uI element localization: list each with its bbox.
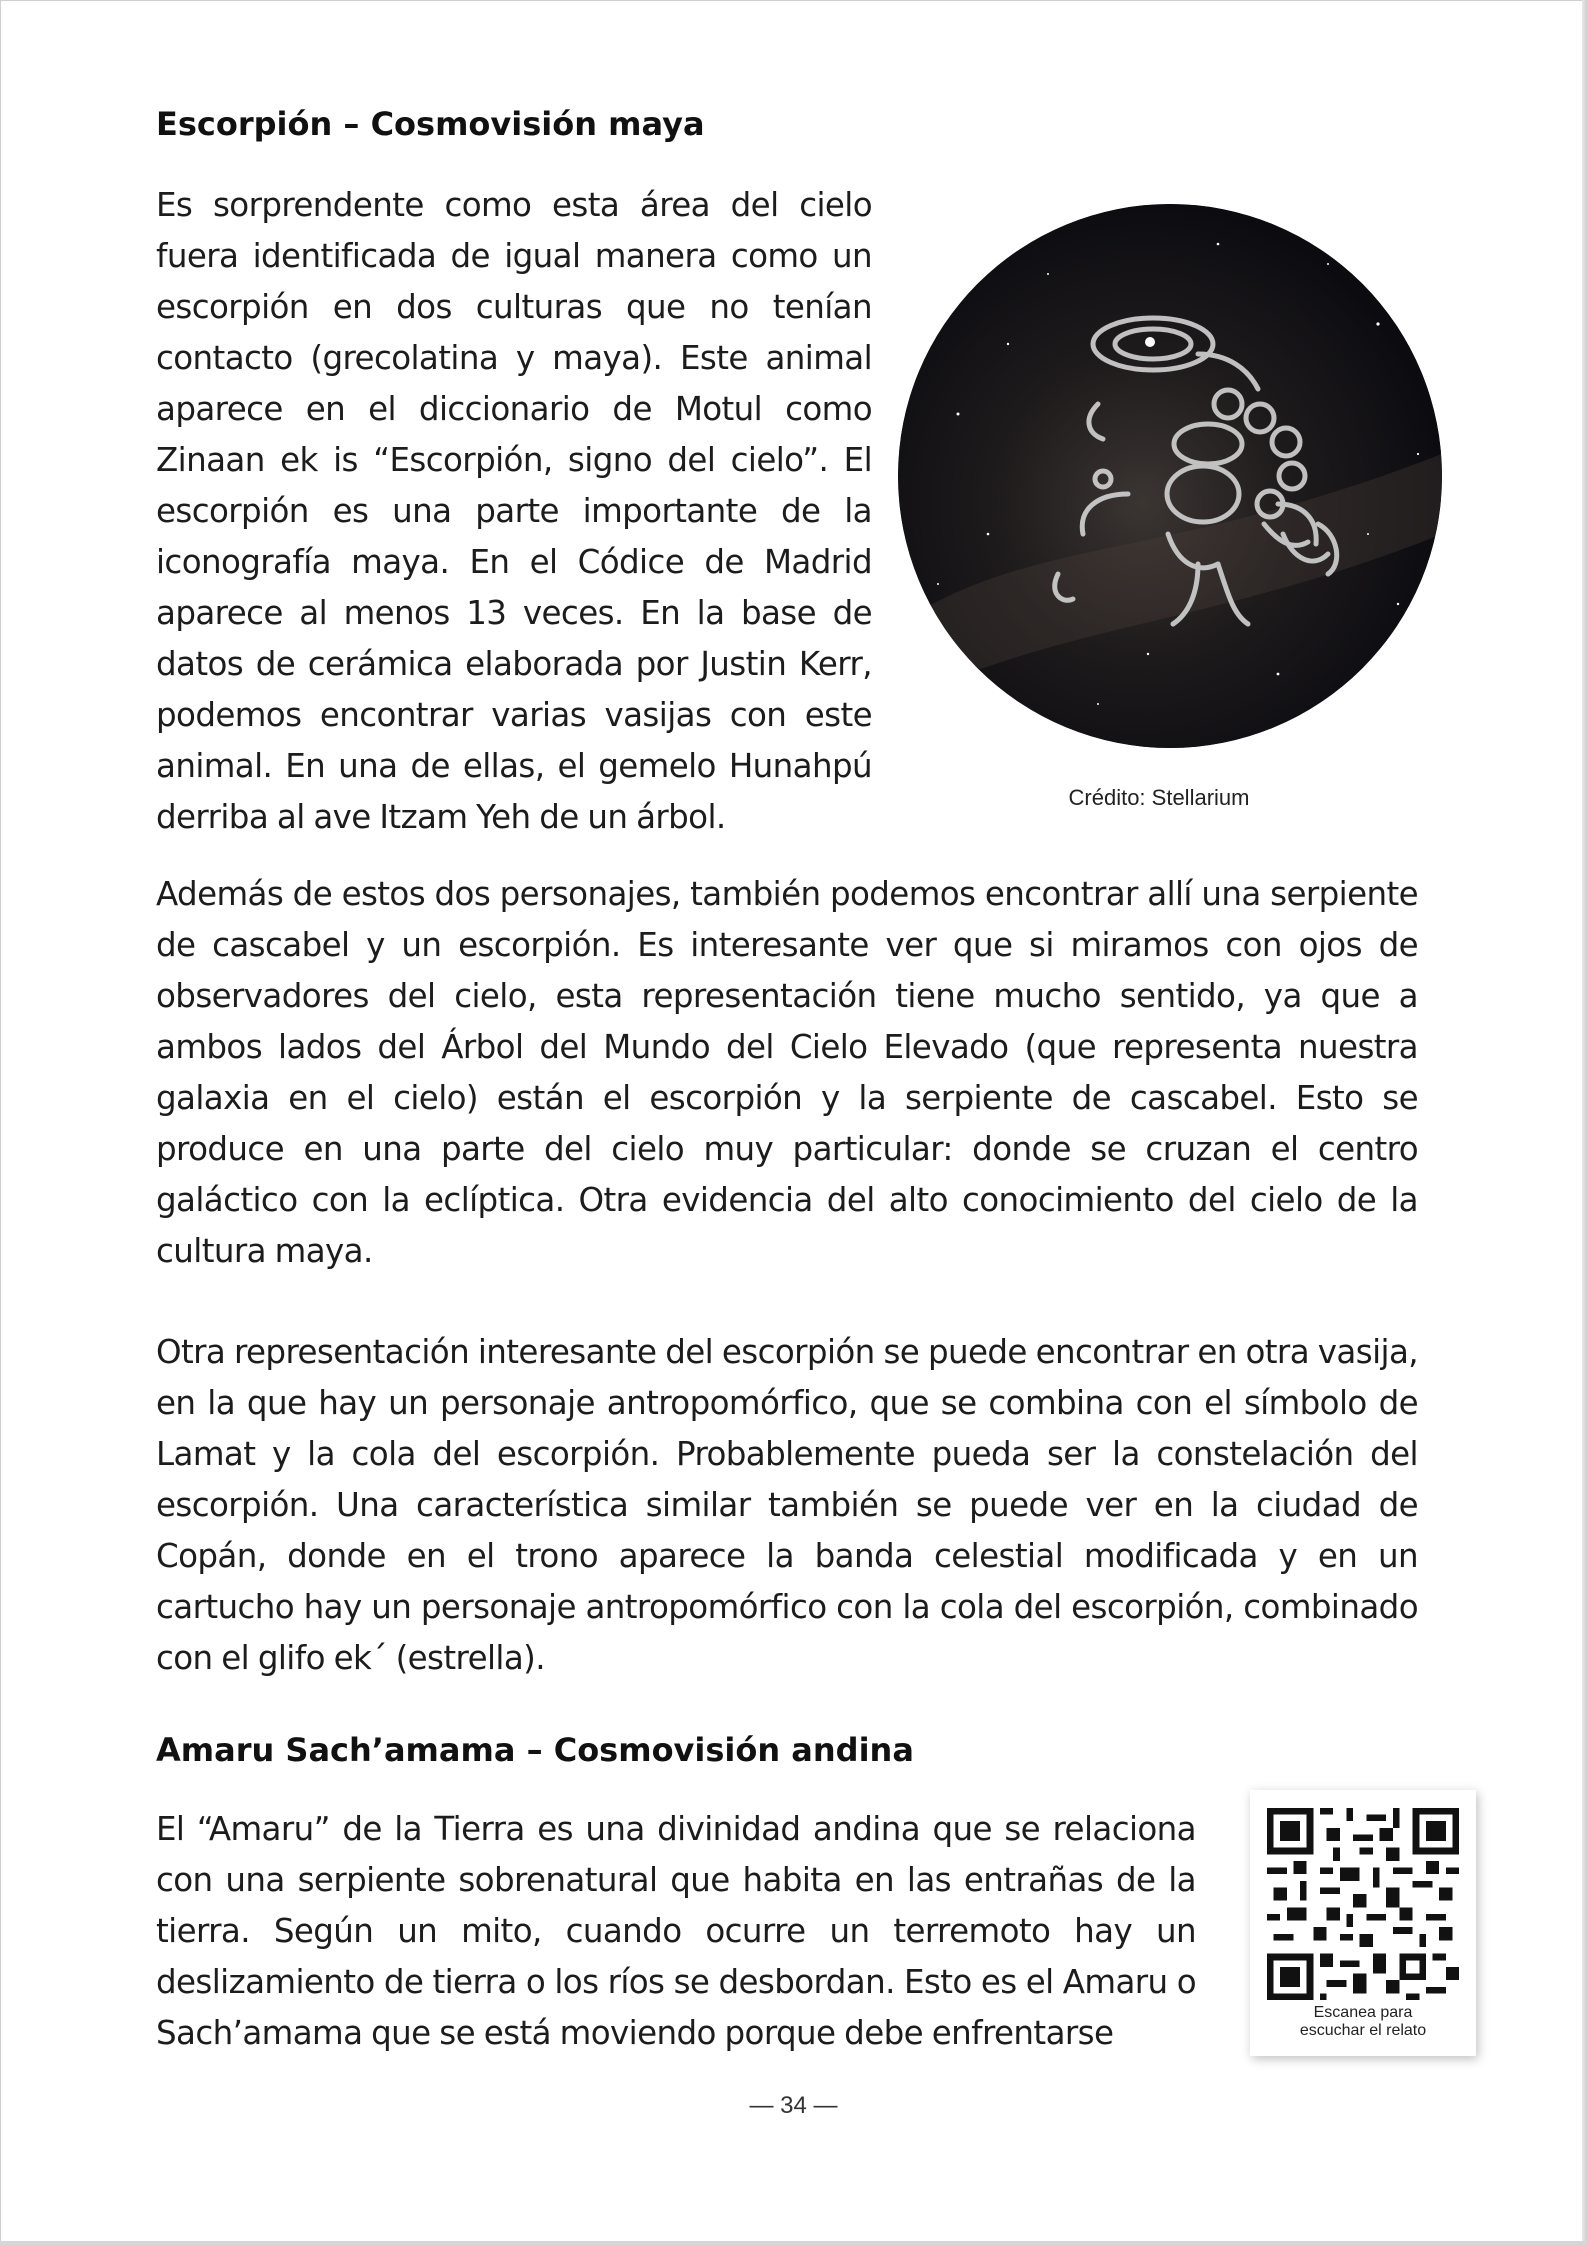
figure-caption: Crédito: Stellarium: [1068, 785, 1250, 810]
section-title-escorpion: Escorpión – Cosmovisión maya: [156, 105, 705, 143]
scorpion-constellation-figure: [894, 204, 1474, 812]
qr-code-icon[interactable]: [1267, 1808, 1459, 2000]
section-escorpion-paragraph-2: Además de estos dos personajes, también podemos encontrar allí una serpiente de cascabel y un escorpión. Es interesante ver que si miramos con ojos de observadores del cielo, esta representación tiene mucho sentido, ya que a ambos lados del Árbol del Mundo del Cielo Elevado (que representa nuestra galaxia en el cielo) están el escorpión y la serpiente de cascabel. Esto se produce en una parte del cielo muy particular: donde se cruzan el centro galáctico con la eclíptica. Otra evidencia del alto conocimiento del cielo de la cultura maya.: [156, 875, 1418, 1270]
page-edge-shadow: [1582, 0, 1587, 2245]
section-title-amaru: Amaru Sach’amama – Cosmovisión andina: [156, 1731, 914, 1769]
section-escorpion-body: [156, 180, 1418, 843]
qr-caption: [1250, 2004, 1476, 2040]
page-bottom-edge: [0, 2241, 1587, 2245]
qr-caption-line-2: escuchar el relato: [1299, 2022, 1427, 2039]
section-escorpion-intro: Es sorprendente como esta área del cielo fuera identificada de igual manera como un escorpión en dos culturas que no tenían contacto (grecolatina y maya). Este animal aparece en el diccionario de Motul como Zinaan ek is “Escorpión, signo del cielo”. El escorpión es una parte importante de la iconografía maya. En el Códice de Madrid aparece al menos 13 veces. En la base de datos de cerámica elaborada por Justin Kerr, podemos encontrar varias vasijas con este animal. En una de ellas, el gemelo Hunahpú derriba al ave Itzam Yeh de un árbol.: [156, 186, 872, 836]
qr-code-card[interactable]: [1250, 1790, 1476, 2056]
scorpion-constellation-image: [898, 204, 1442, 748]
section-amaru-paragraph: El “Amaru” de la Tierra es una divinidad andina que se relaciona con una serpiente sobrenatural que habita en las entrañas de la tierra. Según un mito, cuando ocurre un terremoto hay un deslizamiento de tierra o los ríos se desbordan. Esto es el Amaru o Sach’amama que se está moviendo porque debe enfrentarse: [156, 1810, 1196, 2052]
page-number: — 34 —: [749, 2092, 838, 2119]
page-content: [156, 96, 1427, 2059]
section-amaru-body: [156, 1804, 1427, 2059]
section-escorpion-paragraph-3: Otra representación interesante del escorpión se puede encontrar en otra vasija, en la que hay un personaje antropomórfico, que se combina con el símbolo de Lamat y la cola del escorpión. Probablemente pueda ser la constelación del escorpión. Una característica similar también se puede ver en la ciudad de Copán, donde en el trono aparece la banda celestial modificada y en un cartucho hay un personaje antropomórfico con la cola del escorpión, combinado con el glifo ek´ (estrella).: [156, 1333, 1418, 1677]
qr-caption-line-1: Escanea para: [1313, 2004, 1413, 2021]
